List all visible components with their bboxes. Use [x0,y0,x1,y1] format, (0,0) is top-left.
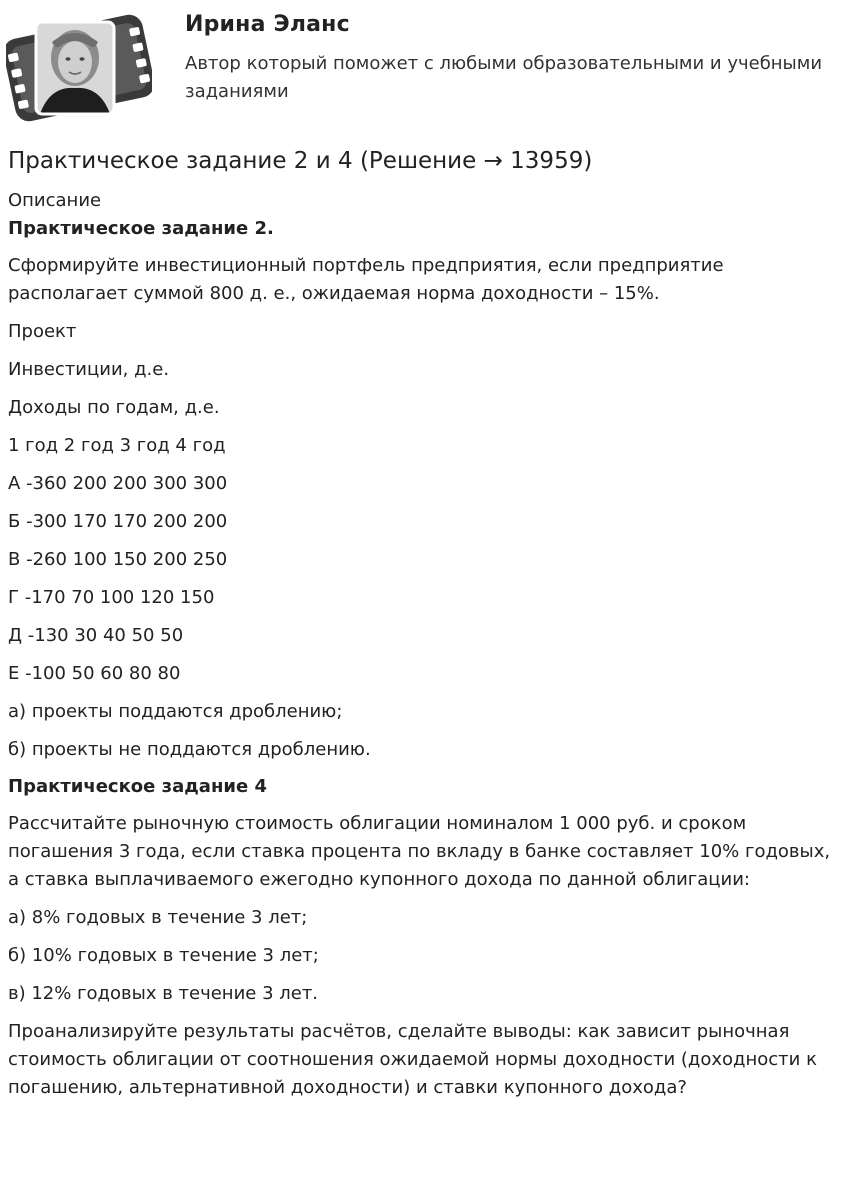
task2-line: Г -170 70 100 120 150 [8,587,215,608]
task2-line: В -260 100 150 200 250 [8,549,228,570]
task2-line: Инвестиции, д.е. [8,359,170,380]
task2-line: Б -300 170 170 200 200 [8,511,228,532]
task4-line: в) 12% годовых в течение 3 лет. [8,983,319,1004]
author-header [0,0,847,140]
task2-line: А -360 200 200 300 300 [8,473,228,494]
task4-heading: Практическое задание 4 [8,776,267,797]
task2-line: Д -130 30 40 50 50 [8,625,184,646]
task2-line: а) проекты поддаются дроблению; [8,701,343,722]
task2-line: Е -100 50 60 80 80 [8,663,181,684]
avatar-film-frame-icon [6,6,152,130]
task4-text: Рассчитайте рыночную стоимость облигации номиналом 1 000 руб. и сроком погашения 3 года, если ставка процента по вкладу в банке составляет 10% годовых, а ставка выплачиваемого ежегодно купонного дохода по данной облигации: [8,813,831,890]
author-name: Ирина Эланс [185,12,350,37]
task4-conclusion: Проанализируйте результаты расчётов, сделайте выводы: как зависит рыночная стоимость облигации от соотношения ожидаемой нормы доходности (доходности к погашению, альтернативной доходности) и ставки купонного дохода? [8,1021,817,1098]
task2-line: 1 год 2 год 3 год 4 год [8,435,226,456]
description-label: Описание [8,190,102,211]
task2-line: Проект [8,321,77,342]
page-title: Практическое задание 2 и 4 (Решение → 13959) [8,148,593,174]
task2-heading: Практическое задание 2. [8,218,274,239]
task2-line: б) проекты не поддаются дроблению. [8,739,371,760]
task4-line: а) 8% годовых в течение 3 лет; [8,907,308,928]
description-content [8,188,838,1112]
task2-text: Сформируйте инвестиционный портфель предприятия, если предприятие располагает суммой 800 д. е., ожидаемая норма доходности – 15%. [8,255,724,304]
task2-line: Доходы по годам, д.е. [8,397,220,418]
author-avatar [6,6,152,130]
author-description: Автор который поможет с любыми образовательными и учебными заданиями [185,53,823,102]
task4-line: б) 10% годовых в течение 3 лет; [8,945,319,966]
